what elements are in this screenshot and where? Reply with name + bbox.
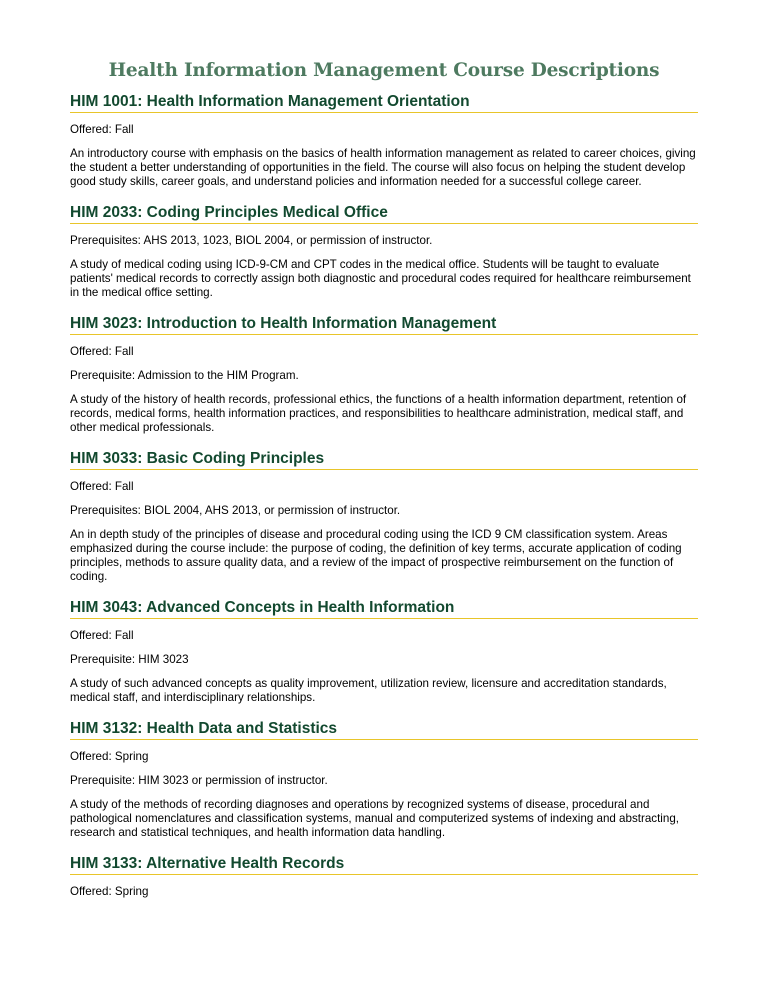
course-section [70, 92, 698, 189]
course-list [70, 92, 698, 899]
course-info-line: Prerequisite: Admission to the HIM Program. [70, 369, 299, 382]
course-info-line: Prerequisites: BIOL 2004, AHS 2013, or permission of instructor. [70, 504, 401, 517]
course-info-line: Prerequisites: AHS 2013, 1023, BIOL 2004, or permission of instructor. [70, 234, 433, 247]
course-description: A study of the methods of recording diagnoses and operations by recognized systems of disease, procedural and pathological nomenclatures and classification systems, manual and computerized systems of indexing and abstracting, research and statistical techniques, and health information data handling. [70, 798, 679, 839]
course-heading: HIM 1001: Health Information Management Orientation [70, 93, 470, 110]
course-description: A study of medical coding using ICD-9-CM and CPT codes in the medical office. Students will be taught to evaluate patients' medical records to correctly assign both diagnostic and procedural codes required for healthcare reimbursement in the medical office setting. [70, 258, 691, 299]
heading-divider [70, 618, 698, 619]
heading-divider [70, 223, 698, 224]
course-heading: HIM 3133: Alternative Health Records [70, 855, 345, 872]
course-section [70, 719, 698, 840]
heading-divider [70, 739, 698, 740]
course-info-line: Offered: Fall [70, 629, 134, 642]
course-info-line: Prerequisite: HIM 3023 [70, 653, 189, 666]
course-heading: HIM 2033: Coding Principles Medical Office [70, 204, 388, 221]
course-heading: HIM 3043: Advanced Concepts in Health Information [70, 599, 455, 616]
course-info-line: Prerequisite: HIM 3023 or permission of instructor. [70, 774, 328, 787]
course-info-line: Offered: Spring [70, 885, 149, 898]
course-description: An introductory course with emphasis on the basics of health information management as related to career choices, giving the student a better understanding of opportunities in the field. The course will also focus on helping the student develop good study skills, career goals, and understand policies and information needed for a successful college career. [70, 147, 696, 188]
course-info-line: Offered: Fall [70, 123, 134, 136]
course-heading: HIM 3023: Introduction to Health Information Management [70, 315, 497, 332]
course-info-line: Offered: Fall [70, 480, 134, 493]
course-section [70, 598, 698, 705]
course-description: A study of the history of health records, professional ethics, the functions of a health information department, retention of records, medical forms, health information practices, and responsibilities to healthcare administration, medical staff, and other medical professionals. [70, 393, 687, 434]
page-title: Health Information Management Course Descriptions [108, 60, 660, 81]
course-heading: HIM 3033: Basic Coding Principles [70, 450, 325, 467]
course-section [70, 314, 698, 435]
course-info-line: Offered: Fall [70, 345, 134, 358]
course-description: A study of such advanced concepts as quality improvement, utilization review, licensure and accreditation standards, medical staff, and interdisciplinary relationships. [70, 677, 667, 704]
course-section [70, 449, 698, 584]
course-heading: HIM 3132: Health Data and Statistics [70, 720, 338, 737]
course-section [70, 203, 698, 300]
course-description: An in depth study of the principles of disease and procedural coding using the ICD 9 CM classification system. Areas emphasized during the course include: the purpose of coding, the definition of key terms, accurate application of coding principles, methods to assure quality data, and a review of the impact of prospective reimbursement on the function of coding. [70, 528, 682, 583]
heading-divider [70, 112, 698, 113]
heading-divider [70, 874, 698, 875]
course-info-line: Offered: Spring [70, 750, 149, 763]
heading-divider [70, 469, 698, 470]
course-section [70, 854, 698, 899]
heading-divider [70, 334, 698, 335]
